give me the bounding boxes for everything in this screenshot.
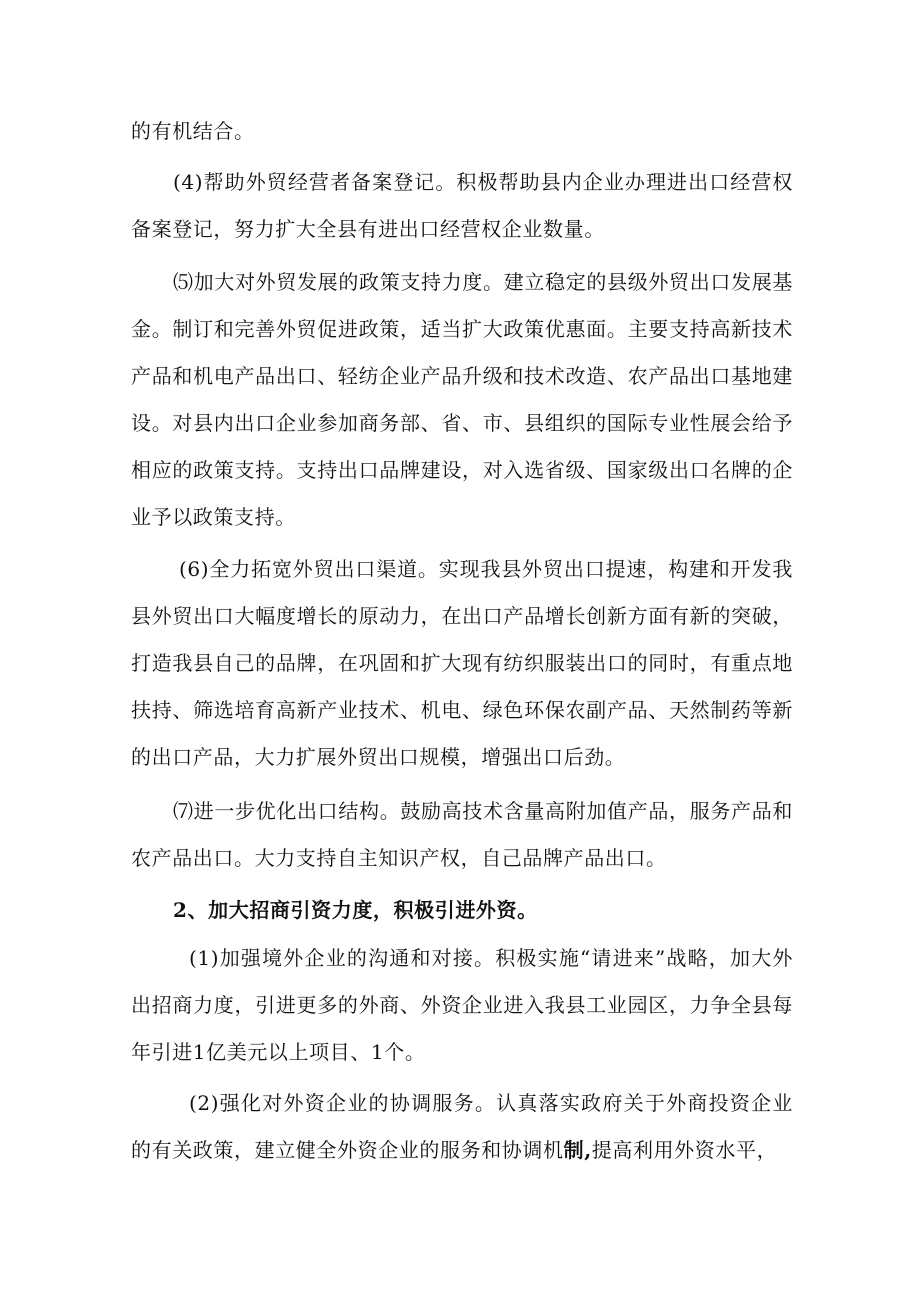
paragraph-subitem-2 <box>131 1080 793 1174</box>
section-heading-2: 2、加大招商引资力度，积极引进外资。 <box>173 898 538 922</box>
paragraph-item-6: (6)全力拓宽外贸出口渠道。实现我县外贸出口提速，构建和开发我县外贸出口大幅度增长的原动力，在出口产品增长创新方面有新的突破，打造我县自己的品牌，在巩固和扩大现有纺织服装出口的同时，有重点地扶持、筛选培育高新产业技术、机电、绿色环保农副产品、天然制药等新的出口产品，大力扩展外贸出口规模，增强出口后劲。 <box>131 557 793 769</box>
paragraph-subitem-2-tail: 提高利用外资水平， <box>591 1138 778 1162</box>
paragraph-subitem-2-text: (2)强化对外资企业的协调服务。认真落实政府关于外商投资企业的有关政策，建立健全外资企业的服务和协调机 <box>131 1091 793 1162</box>
paragraph-subitem-2-bold: 制, <box>563 1138 592 1162</box>
paragraph-item-7: ⑺进一步优化出口结构。鼓励高技术含量高附加值产品，服务产品和农产品出口。大力支持自主知识产权，自己品牌产品出口。 <box>131 799 793 870</box>
paragraph-subitem-1: (1)加强境外企业的沟通和对接。积极实施“请进来”战略，加大外出招商力度，引进更多的外商、外资企业进入我县工业园区，力争全县每年引进1亿美元以上项目、1个。 <box>131 946 793 1064</box>
paragraph-item-5: ⑸加大对外贸发展的政策支持力度。建立稳定的县级外贸出口发展基金。制订和完善外贸促进政策，适当扩大政策优惠面。主要支持高新技术产品和机电产品出口、轻纺企业产品升级和技术改造、农产品出口基地建设。对县内出口企业参加商务部、省、市、县组织的国际专业性展会给予相应的政策支持。支持出口品牌建设，对入选省级、国家级出口名牌的企业予以政策支持。 <box>131 270 793 529</box>
paragraph-item-4: (4)帮助外贸经营者备案登记。积极帮助县内企业办理进出口经营权备案登记，努力扩大全县有进出口经营权企业数量。 <box>131 170 793 241</box>
paragraph-continuation: 的有机结合。 <box>131 119 255 143</box>
